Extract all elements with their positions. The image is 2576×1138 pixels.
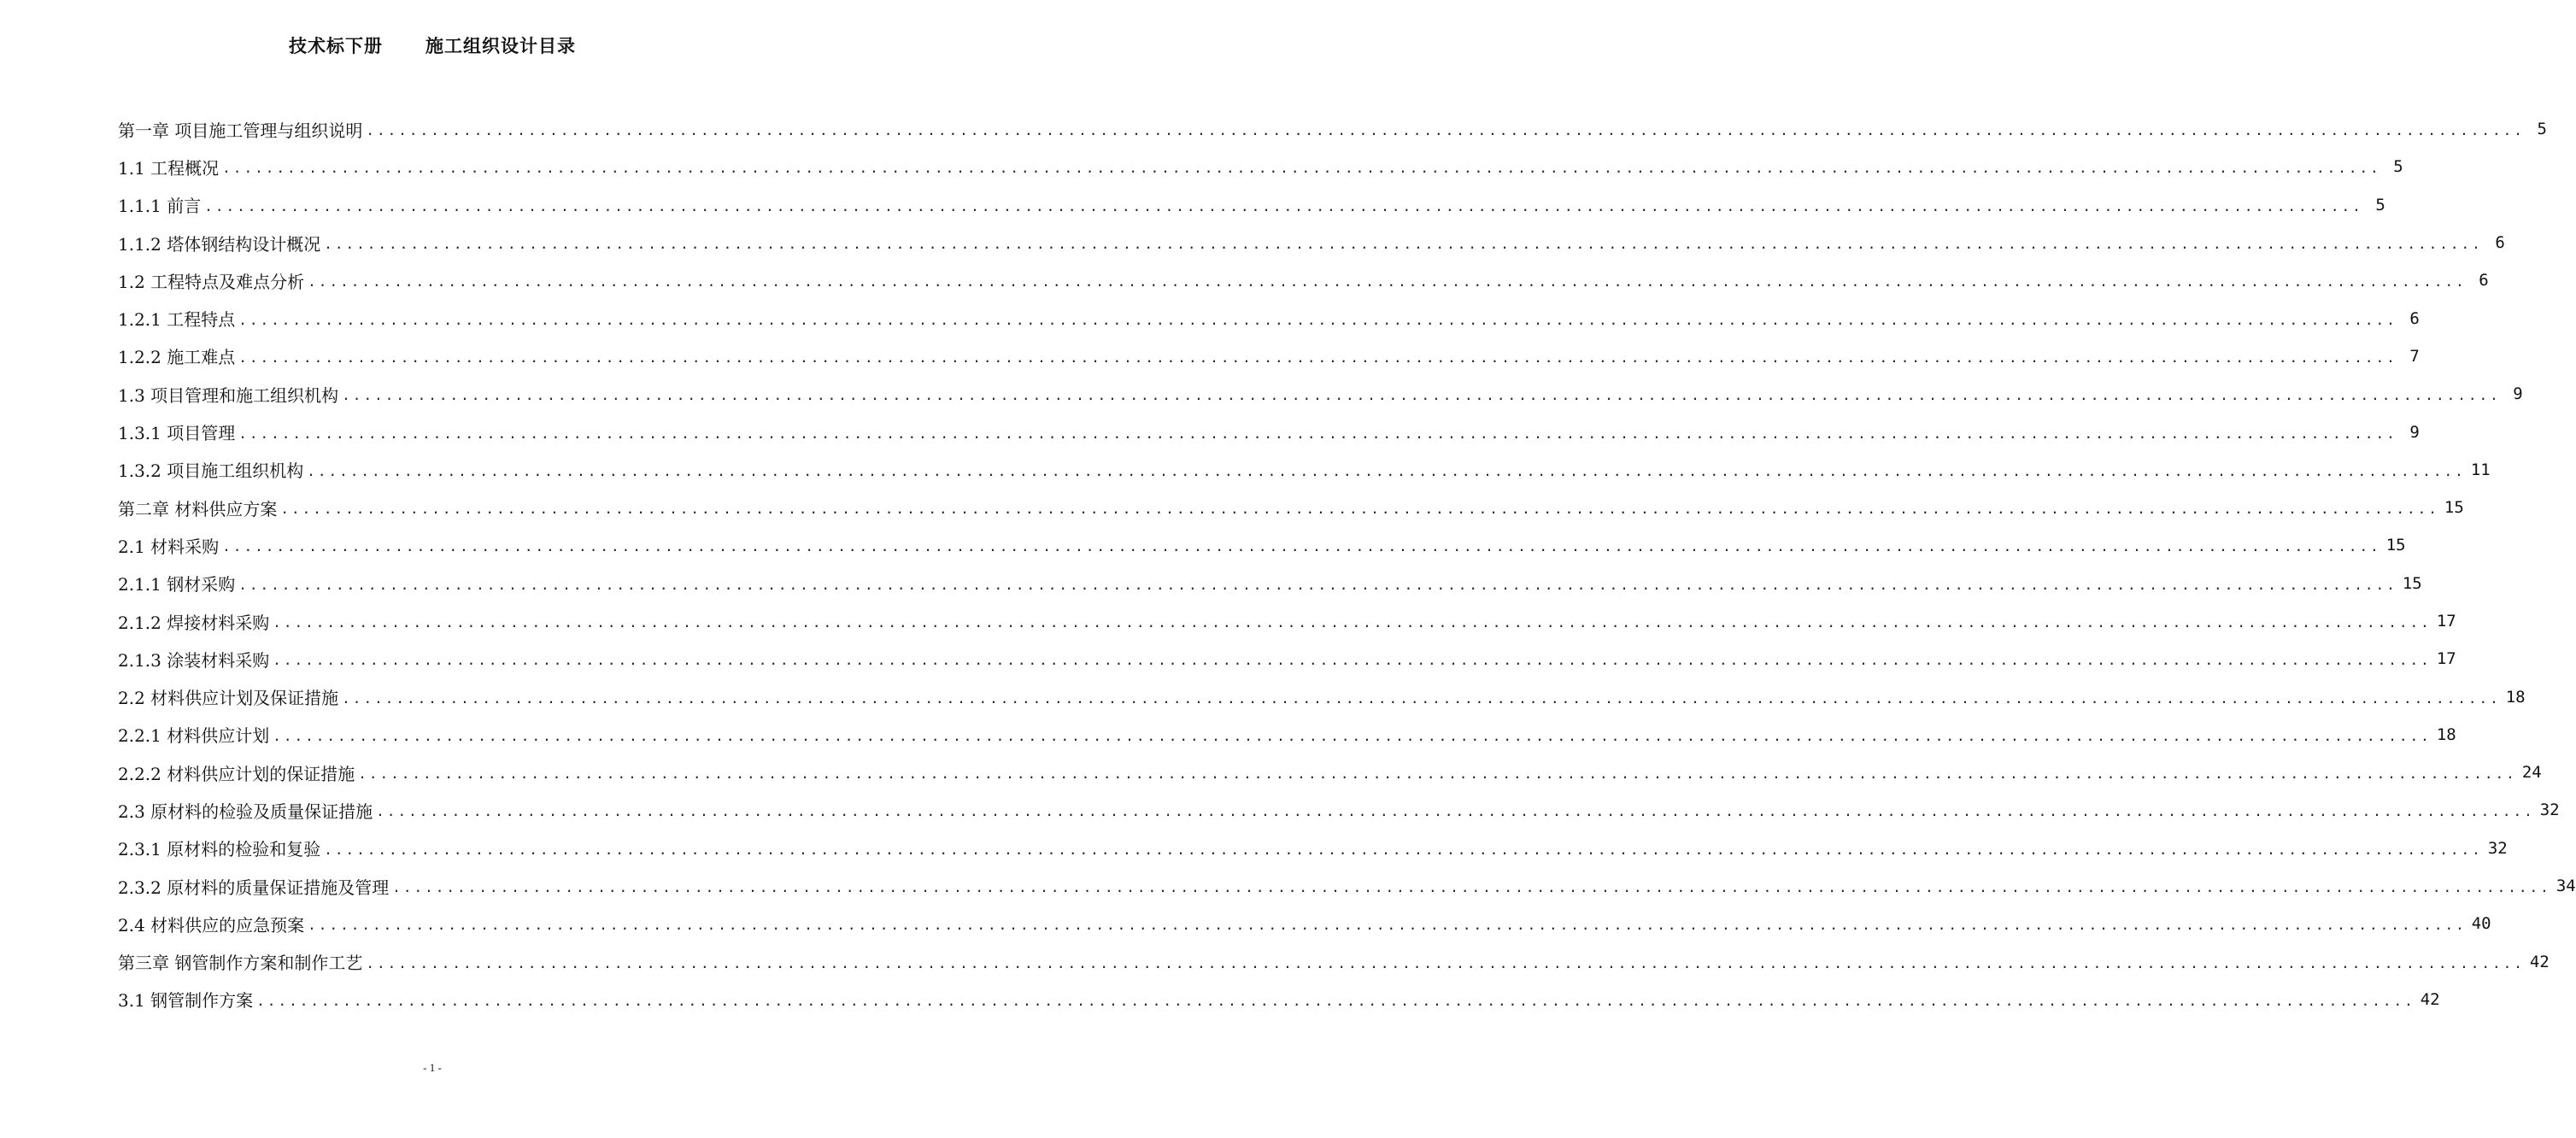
toc-entry-title: 2.1 材料采购 [118, 536, 220, 557]
toc-leader-dots: ........................................................................................................................................................................................................ [366, 954, 2525, 971]
toc-entry-title: 1.1.1 前言 [118, 196, 202, 217]
toc-entry-page-number: 6 [2409, 308, 2420, 328]
toc-entry[interactable] [118, 299, 2420, 337]
toc-entry-page-number: 17 [2436, 612, 2456, 631]
toc-leader-dots: ........................................................................................................................................................................................................ [358, 766, 2517, 783]
toc-leader-dots: ........................................................................................................................................................................................................ [342, 689, 2501, 707]
toc-entry-title: 2.2.1 材料供应计划 [118, 725, 270, 747]
toc-entry-title: 2.3.2 原材料的质量保证措施及管理 [118, 877, 390, 898]
toc-entry[interactable] [118, 148, 2403, 185]
toc-entry[interactable] [118, 602, 2456, 640]
toc-leader-dots: ........................................................................................................................................................................................................ [376, 803, 2535, 820]
toc-entry[interactable] [118, 489, 2464, 526]
toc-leader-dots: ........................................................................................................................................................................................................ [238, 425, 2397, 442]
toc-entry[interactable] [118, 943, 2550, 981]
toc-entry-page-number: 34 [2555, 877, 2576, 896]
toc-entry-title: 1.1 工程概况 [118, 157, 220, 179]
toc-leader-dots: ........................................................................................................................................................................................................ [280, 501, 2439, 518]
toc-entry-title: 第三章 钢管制作方案和制作工艺 [118, 953, 363, 974]
toc-entry-page-number: 24 [2521, 763, 2542, 783]
toc-entry-title: 3.1 钢管制作方案 [118, 990, 254, 1012]
toc-entry-page-number: 40 [2471, 914, 2491, 934]
toc-entry[interactable] [118, 261, 2489, 299]
toc-leader-dots: ........................................................................................................................................................................................................ [222, 538, 2381, 555]
toc-entry[interactable] [118, 565, 2422, 602]
table-of-contents [118, 110, 2576, 1018]
toc-entry-title: 2.1.1 钢材采购 [118, 574, 236, 595]
toc-entry-page-number: 15 [2385, 536, 2406, 555]
toc-entry[interactable] [118, 640, 2456, 678]
toc-entry[interactable] [118, 110, 2547, 148]
toc-leader-dots: ........................................................................................................................................................................................................ [324, 236, 2483, 253]
toc-leader-dots: ........................................................................................................................................................................................................ [324, 841, 2483, 858]
toc-entry[interactable] [118, 413, 2420, 450]
toc-entry-title: 1.2.1 工程特点 [118, 309, 236, 331]
toc-entry-page-number: 32 [2487, 838, 2508, 858]
toc-entry[interactable] [118, 830, 2508, 867]
toc-entry-title: 2.2.2 材料供应计划的保证措施 [118, 763, 355, 784]
toc-leader-dots: ........................................................................................................................................................................................................ [238, 576, 2397, 593]
toc-leader-dots: ........................................................................................................................................................................................................ [273, 727, 2432, 744]
toc-entry-title: 2.3.1 原材料的检验和复验 [118, 839, 321, 860]
toc-leader-dots: ........................................................................................................................................................................................................ [273, 652, 2432, 669]
toc-entry-page-number: 17 [2436, 649, 2456, 669]
toc-entry-title: 1.2 工程特点及难点分析 [118, 271, 305, 292]
toc-leader-dots: ........................................................................................................................................................................................................ [308, 917, 2467, 934]
toc-entry-title: 2.2 材料供应计划及保证措施 [118, 688, 339, 709]
toc-leader-dots: ........................................................................................................................................................................................................ [307, 462, 2466, 479]
toc-leader-dots: ........................................................................................................................................................................................................ [366, 122, 2525, 139]
toc-entry-page-number: 15 [2402, 573, 2422, 593]
toc-entry[interactable] [118, 337, 2420, 375]
toc-entry[interactable] [118, 678, 2526, 715]
toc-entry-page-number: 42 [2420, 989, 2440, 1009]
toc-entry[interactable] [118, 375, 2523, 413]
document-header [0, 32, 865, 58]
toc-entry-page-number: 42 [2529, 952, 2550, 971]
toc-leader-dots: ........................................................................................................................................................................................................ [273, 614, 2432, 631]
toc-entry-page-number: 7 [2409, 346, 2420, 366]
toc-entry-page-number: 5 [2375, 195, 2385, 214]
toc-leader-dots: ........................................................................................................................................................................................................ [256, 992, 2415, 1009]
toc-entry[interactable] [118, 867, 2576, 905]
toc-leader-dots: ........................................................................................................................................................................................................ [204, 197, 2363, 214]
toc-entry-page-number: 5 [2393, 157, 2403, 177]
toc-entry-title: 2.1.3 涂装材料采购 [118, 649, 270, 671]
toc-entry-title: 1.1.2 塔体钢结构设计概况 [118, 233, 321, 255]
toc-entry-title: 2.3 原材料的检验及质量保证措施 [118, 801, 373, 822]
toc-entry-title: 第二章 材料供应方案 [118, 498, 278, 519]
toc-entry[interactable] [118, 754, 2542, 791]
toc-entry-title: 2.4 材料供应的应急预案 [118, 914, 305, 936]
toc-entry-page-number: 15 [2444, 498, 2464, 518]
toc-entry-page-number: 6 [2479, 271, 2489, 290]
toc-entry-page-number: 18 [2505, 687, 2526, 707]
toc-entry-page-number: 18 [2436, 724, 2456, 744]
toc-entry[interactable] [118, 224, 2505, 261]
toc-entry-page-number: 9 [2513, 384, 2523, 404]
toc-entry[interactable] [118, 186, 2385, 224]
toc-leader-dots: ........................................................................................................................................................................................................ [222, 160, 2381, 177]
toc-entry-page-number: 9 [2409, 422, 2420, 442]
toc-entry-page-number: 5 [2537, 120, 2547, 139]
toc-entry-title: 1.3 项目管理和施工组织机构 [118, 384, 339, 406]
toc-entry-title: 1.3.1 项目管理 [118, 423, 236, 444]
toc-leader-dots: ........................................................................................................................................................................................................ [308, 273, 2467, 290]
toc-entry-title: 1.2.2 施工难点 [118, 347, 236, 368]
toc-entry[interactable] [118, 716, 2456, 754]
toc-entry[interactable] [118, 451, 2491, 489]
header-volume-title: 技术标下册 [289, 36, 383, 56]
toc-entry-title: 2.1.2 焊接材料采购 [118, 612, 270, 633]
toc-entry[interactable] [118, 526, 2406, 564]
toc-entry[interactable] [118, 981, 2440, 1018]
toc-leader-dots: ........................................................................................................................................................................................................ [238, 349, 2397, 366]
toc-entry-page-number: 32 [2539, 801, 2560, 820]
toc-leader-dots: ........................................................................................................................................................................................................ [342, 387, 2501, 404]
toc-entry-title: 1.3.2 项目施工组织机构 [118, 460, 304, 482]
toc-leader-dots: ........................................................................................................................................................................................................ [238, 311, 2397, 328]
toc-entry-page-number: 11 [2470, 460, 2491, 479]
toc-entry-title: 第一章 项目施工管理与组织说明 [118, 120, 363, 141]
toc-entry-page-number: 6 [2495, 233, 2505, 253]
toc-entry[interactable] [118, 791, 2560, 829]
toc-leader-dots: ........................................................................................................................................................................................................ [392, 879, 2551, 896]
toc-entry[interactable] [118, 905, 2491, 942]
header-toc-title: 施工组织设计目录 [425, 36, 576, 56]
page-number: - 1 - [423, 1061, 442, 1074]
